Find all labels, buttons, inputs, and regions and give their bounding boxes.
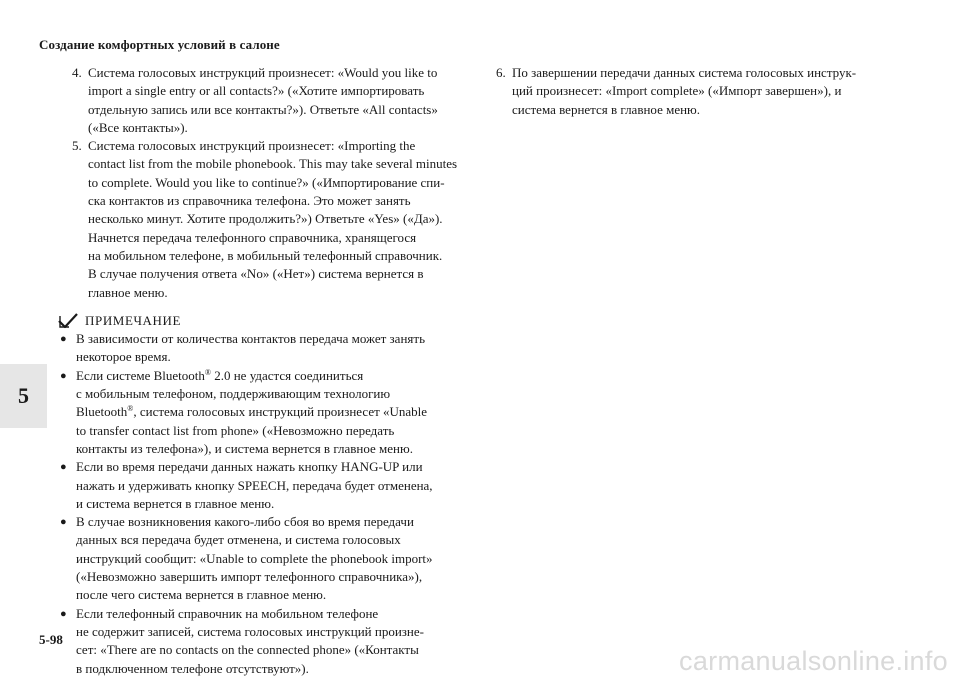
text-line: ска контактов из справочника телефона. Это может занять <box>88 193 411 209</box>
step-text <box>88 137 464 302</box>
text-line: нажать и удерживать кнопку SPEECH, передача будет отменена, <box>76 477 433 493</box>
text-line: несколько минут. Хотите продолжить?») Ответьте «Yes» («Да»). <box>88 211 443 227</box>
bullet-text <box>76 605 464 678</box>
note-bullet <box>60 605 464 678</box>
text-line: и система вернется в главное меню. <box>76 495 275 511</box>
text-line: главное меню. <box>88 284 168 300</box>
text-line: сет: «There are no contacts on the connected phone» («Контакты <box>76 642 419 658</box>
text-line: данных вся передача будет отменена, и система голосовых <box>76 532 401 548</box>
bullet-icon: ● <box>60 516 67 529</box>
text-line: отдельную запись или все контакты?»). Ответьте «All contacts» <box>88 101 438 117</box>
check-note-icon <box>57 312 79 330</box>
left-column <box>60 64 464 678</box>
bullet-icon: ● <box>60 461 67 474</box>
text-line: По завершении передачи данных система голосовых инструк- <box>512 65 857 80</box>
text-line: Начнется передача телефонного справочника, хранящегося <box>88 229 417 245</box>
step-text <box>512 64 896 119</box>
text-line: («Невозможно завершить импорт телефонного справочника»), <box>76 569 423 585</box>
text-line: to transfer contact list from phone» («Невозможно передать <box>76 422 395 438</box>
page-number: 5-98 <box>39 632 63 647</box>
bullet-text <box>76 513 464 604</box>
text-line <box>76 403 464 421</box>
note-bullet <box>60 513 464 604</box>
step-5 <box>72 137 464 302</box>
bullet-text <box>76 367 464 458</box>
watermark: carmanualsonline.info <box>679 646 948 676</box>
text-line: на мобильном телефоне, в мобильный телефонный справочник. <box>88 247 443 263</box>
text-line: с мобильным телефоном, поддерживающим технологию <box>76 386 391 402</box>
step-4 <box>72 64 464 137</box>
text-line: В случае возникновения какого-либо сбоя во время передачи <box>76 514 414 530</box>
text-line: Если телефонный справочник на мобильном телефоне <box>76 605 379 621</box>
text-fragment: , система голосовых инструкций произнесет «Unable <box>133 404 428 420</box>
step-6 <box>496 64 896 119</box>
text-line: после чего система вернется в главное меню. <box>76 587 327 603</box>
registered-mark: ® <box>204 367 211 377</box>
text-line: contact list from the mobile phonebook. This may take several minutes <box>88 156 458 172</box>
text-fragment: Если системе Bluetooth <box>76 367 205 383</box>
text-fragment: 2.0 не удастся соединиться <box>210 367 364 383</box>
text-fragment: Bluetooth <box>76 404 128 420</box>
text-line: import a single entry or all contacts?» («Хотите импортировать <box>88 83 425 99</box>
text-line <box>76 367 464 385</box>
text-line: в подключенном телефоне отсутствуют»). <box>76 660 309 676</box>
text-line: («Все контакты»). <box>88 119 188 135</box>
text-line: система вернется в главное меню. <box>512 101 701 117</box>
right-column <box>496 64 896 119</box>
note-heading <box>57 312 464 330</box>
text-line: В случае получения ответа «No» («Нет») система вернется в <box>88 266 424 282</box>
section-number: 5 <box>18 383 29 408</box>
text-line: to complete. Would you like to continue?» («Импортирование спи- <box>88 174 445 190</box>
text-line: Система голосовых инструкций произнесет: «Importing the <box>88 138 416 154</box>
registered-mark: ® <box>127 404 134 414</box>
bullet-icon: ● <box>60 607 67 620</box>
bullet-text <box>76 330 464 367</box>
text-line: ций произнесет: «Import complete» («Импорт завершен»), и <box>512 83 842 99</box>
bullet-icon: ● <box>60 333 67 346</box>
note-bullet <box>60 330 464 367</box>
section-tab <box>0 364 47 428</box>
text-line: не содержит записей, система голосовых инструкций произне- <box>76 623 424 639</box>
bullet-icon: ● <box>60 369 67 382</box>
running-header: Создание комфортных условий в салоне <box>39 37 280 52</box>
text-line: Если во время передачи данных нажать кнопку HANG-UP или <box>76 459 423 475</box>
note-title: ПРИМЕЧАНИЕ <box>85 312 182 328</box>
text-line: инструкций сообщит: «Unable to complete the phonebook import» <box>76 550 433 566</box>
note-bullet <box>60 458 464 513</box>
step-number: 4. <box>72 65 82 80</box>
text-line: Система голосовых инструкций произнесет: «Would you like to <box>88 65 438 80</box>
text-line: некоторое время. <box>76 349 171 365</box>
step-number: 6. <box>496 65 506 80</box>
text-line: контакты из телефона»), и система вернется в главное меню. <box>76 440 413 456</box>
bullet-text <box>76 458 464 513</box>
step-number: 5. <box>72 138 82 154</box>
note-bullet <box>60 367 464 458</box>
step-text <box>88 64 464 137</box>
text-line: В зависимости от количества контактов передача может занять <box>76 331 425 347</box>
